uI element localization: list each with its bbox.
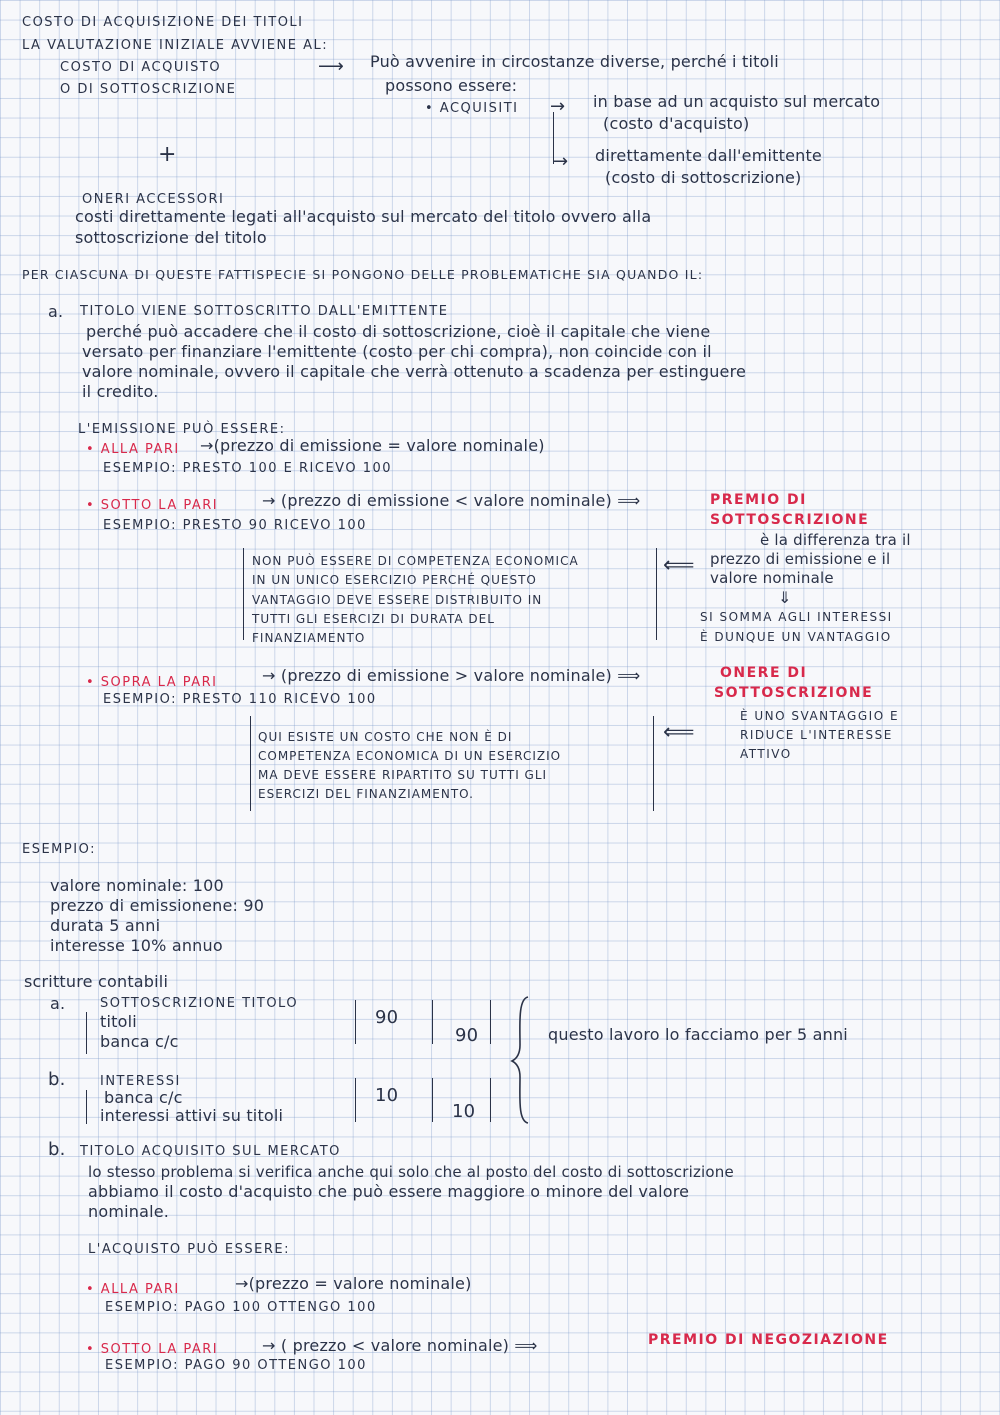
down-arrow-icon: ⇓ [778, 588, 792, 607]
journal-title: scritture contabili [24, 972, 169, 991]
journal-debit: 10 [375, 1085, 399, 1106]
below-par-rule: → (prezzo di emissione < valore nominale) ⟹ [262, 491, 641, 510]
page-title: COSTO DI ACQUISIZIONE DEI TITOLI [22, 15, 304, 30]
example-value: interesse 10% annuo [50, 936, 223, 955]
premium-title: PREMIO DI [710, 492, 807, 508]
journal-account: titoli [100, 1012, 137, 1031]
above-par-label: • SOPRA LA PARI [86, 675, 218, 690]
journal-line [86, 1012, 87, 1054]
par-label: • ALLA PARI [86, 442, 180, 457]
example-value: durata 5 anni [50, 916, 161, 935]
note-box-text: VANTAGGIO DEVE ESSERE DISTRIBUITO IN [252, 593, 543, 607]
charge-title: ONERE DI [720, 665, 808, 681]
header-note-2: possono essere: [385, 76, 518, 95]
journal-line [490, 1078, 491, 1122]
note-box-text: TUTTI GLI ESERCIZI DI DURATA DEL [252, 612, 495, 626]
journal-line [432, 1078, 433, 1122]
below-par-rule: → ( prezzo < valore nominale) ⟹ [262, 1336, 538, 1355]
journal-account: banca c/c [104, 1088, 183, 1107]
journal-credit: 90 [455, 1025, 479, 1046]
plus-sign: + [158, 142, 177, 167]
arrow-icon: → [553, 151, 569, 172]
par-rule: →(prezzo = valore nominale) [235, 1274, 472, 1293]
negotiation-premium: PREMIO DI NEGOZIAZIONE [648, 1332, 889, 1348]
journal-a-title: SOTTOSCRIZIONE TITOLO [100, 996, 299, 1011]
section-b-text: lo stesso problema si verifica anche qui solo che al posto del costo di sottoscrizione [88, 1163, 734, 1181]
acquired-option-issuer-cost: (costo di sottoscrizione) [605, 168, 802, 187]
section-b-text: nominale. [88, 1202, 170, 1221]
oneri-title: ONERI ACCESSORI [82, 192, 225, 207]
above-par-example: ESEMPIO: PRESTO 110 RICEVO 100 [103, 692, 377, 707]
journal-account: banca c/c [100, 1032, 179, 1051]
journal-line [86, 1090, 87, 1124]
note-box-text: COMPETENZA ECONOMICA DI UN ESERCIZIO [258, 749, 562, 763]
note-box-text: QUI ESISTE UN COSTO CHE NON È DI [258, 730, 513, 744]
journal-debit: 90 [375, 1007, 399, 1028]
purchase-heading: L'ACQUISTO PUÒ ESSERE: [88, 1242, 290, 1257]
acquired-option-issuer: direttamente dall'emittente [595, 146, 822, 165]
oneri-text-2: sottoscrizione del titolo [75, 228, 267, 247]
arrow-icon: → [550, 96, 566, 117]
journal-line [355, 1000, 356, 1044]
below-par-label: • SOTTO LA PARI [86, 498, 219, 513]
charge-desc: È UNO SVANTAGGIO E [740, 709, 900, 723]
below-par-label: • SOTTO LA PARI [86, 1342, 219, 1357]
section-b-text: abbiamo il costo d'acquisto che può essere maggiore o minore del valore [88, 1182, 690, 1201]
par-rule: →(prezzo di emissione = valore nominale) [200, 436, 545, 455]
below-par-example: ESEMPIO: PRESTO 90 RICEVO 100 [103, 518, 367, 533]
premium-title-2: SOTTOSCRIZIONE [710, 512, 870, 528]
note-box-text: MA DEVE ESSERE RIPARTITO SU TUTTI GLI [258, 768, 548, 782]
premium-desc: valore nominale [710, 569, 834, 587]
section-b-title: TITOLO ACQUISITO SUL MERCATO [80, 1144, 341, 1159]
premium-desc: SI SOMMA AGLI INTERESSI [700, 610, 893, 624]
journal-account: interessi attivi su titoli [100, 1106, 284, 1125]
acquired-option-market-cost: (costo d'acquisto) [603, 114, 750, 133]
section-a-text: perché può accadere che il costo di sottoscrizione, cioè il capitale che viene [86, 322, 711, 341]
section-a-text: valore nominale, ovvero il capitale che verrà ottenuto a scadenza per estinguere [82, 362, 747, 381]
example-title: ESEMPIO: [22, 842, 96, 857]
double-arrow-icon: ⟸ [663, 720, 695, 745]
journal-a-marker: a. [50, 994, 66, 1013]
journal-line [355, 1078, 356, 1122]
journal-line [490, 1000, 491, 1044]
note-box-text: ESERCIZI DEL FINANZIAMENTO. [258, 787, 474, 801]
curly-brace-icon [510, 995, 540, 1125]
journal-credit: 10 [452, 1101, 476, 1122]
header-note: Può avvenire in circostanze diverse, perché i titoli [370, 52, 779, 71]
section-a-title: TITOLO VIENE SOTTOSCRITTO DALL'EMITTENTE [80, 304, 449, 319]
note-box-text: FINANZIAMENTO [252, 631, 366, 645]
acquired-label: • ACQUISITI [425, 101, 519, 116]
intro-line: LA VALUTAZIONE INIZIALE AVVIENE AL: [22, 38, 329, 53]
journal-b-marker: b. [48, 1069, 66, 1090]
section-a-marker: a. [48, 302, 64, 321]
emission-heading: L'EMISSIONE PUÒ ESSERE: [78, 422, 286, 437]
par-example: ESEMPIO: PAGO 100 OTTENGO 100 [105, 1300, 377, 1315]
cost-purchase: COSTO DI ACQUISTO [60, 60, 222, 75]
above-par-rule: → (prezzo di emissione > valore nominale) ⟹ [262, 666, 641, 685]
oneri-text: costi direttamente legati all'acquisto sul mercato del titolo ovvero alla [75, 207, 652, 226]
double-arrow-icon: ⟸ [663, 553, 695, 578]
acquired-option-market: in base ad un acquisto sul mercato [593, 92, 881, 111]
charge-title-2: SOTTOSCRIZIONE [714, 685, 874, 701]
note-box-text: NON PUÒ ESSERE DI COMPETENZA ECONOMICA [252, 554, 579, 568]
journal-note: questo lavoro lo facciamo per 5 anni [548, 1025, 848, 1044]
charge-desc: RIDUCE L'INTERESSE [740, 728, 893, 742]
journal-b-title: INTERESSI [100, 1074, 181, 1089]
example-value: prezzo di emissionene: 90 [50, 896, 265, 915]
arrow-icon: ⟶ [318, 56, 344, 77]
section-a-text: versato per finanziare l'emittente (costo per chi compra), non coincide con il [82, 342, 712, 361]
section-b-marker: b. [48, 1139, 66, 1160]
below-par-example: ESEMPIO: PAGO 90 OTTENGO 100 [105, 1358, 367, 1373]
example-value: valore nominale: 100 [50, 876, 224, 895]
charge-desc: ATTIVO [740, 747, 792, 761]
journal-line [432, 1000, 433, 1044]
par-example: ESEMPIO: PRESTO 100 E RICEVO 100 [103, 461, 393, 476]
problem-heading: PER CIASCUNA DI QUESTE FATTISPECIE SI PONGONO DELLE PROBLEMATICHE SIA QUANDO IL: [22, 267, 704, 282]
premium-desc: è la differenza tra il [760, 531, 911, 549]
premium-desc: prezzo di emissione e il [710, 550, 891, 568]
premium-desc: È DUNQUE UN VANTAGGIO [700, 630, 892, 644]
note-box-text: IN UN UNICO ESERCIZIO PERCHÉ QUESTO [252, 573, 537, 587]
cost-subscription: O DI SOTTOSCRIZIONE [60, 82, 237, 97]
par-label: • ALLA PARI [86, 1282, 180, 1297]
section-a-text: il credito. [82, 382, 159, 401]
